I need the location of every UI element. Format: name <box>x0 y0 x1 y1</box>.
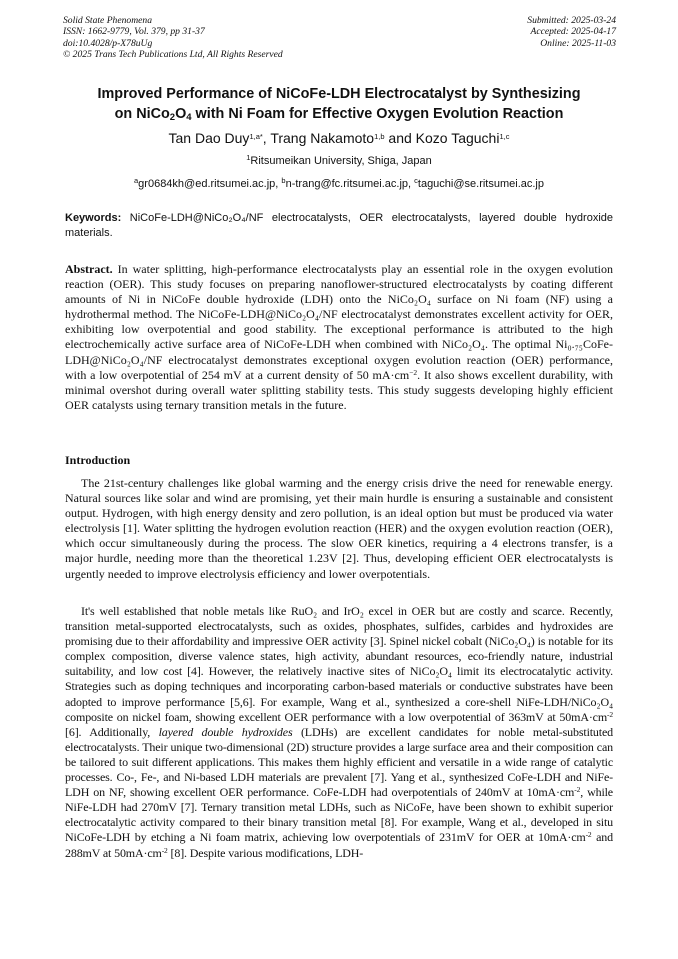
author-emails: $^a$gr0684kh@ed.ritsumei.ac.jp, $^b$n-trang@fc.ritsumei.ac.jp, $^c$taguchi@se.ritsumei.ac.jp <box>134 176 544 190</box>
author-1: Tan Dao Duy <box>168 130 250 146</box>
issn-volume: ISSN: 1662-9779, Vol. 379, pp 31-37 <box>63 26 205 38</box>
emphasis-ldh: layered double hydroxides <box>158 724 293 739</box>
section-heading-introduction: Introduction <box>65 453 131 467</box>
author-list: Tan Dao Duy$^{1,a*}$, Trang Nakamoto$^{1,b}$ and Kozo Taguchi$^{1,c}$ <box>168 130 510 146</box>
title-line-1: Improved Performance of NiCoFe-LDH Electrocatalyst by Synthesizing <box>97 86 581 102</box>
author-2-mark: 1,b <box>374 132 385 141</box>
title-line-2: on $NiCo_2O_4$ with Ni Foam for Effective Oxygen Evolution Reaction <box>114 106 564 123</box>
intro-paragraph-2: It's well established that noble metals like RuO₂ and IrO₂ excel in OER but are costly and scarce. Recently, transition metal-supported electrocatalysts, such as oxides, phosphates, sulfides, carbides and hydroxides are promising due to their affordability and impressive OER activity [3]. Spinel nickel cobalt (NiCo₂O₄) is notable for its complex composition, diverse valence states, high activity, abundant resources, eco-friendly nature, industrial suitability, and low cost [4]. However, the relatively inactive sites of NiCo₂O₄ limit its electrocatalytic activity. Strategies such as doping techniques and incorporating carbon-based materials or conductive substrates have been adopted to improve performance [5,6]. For example, Wang et al., synthesized a core-shell NiFe-LDH/NiCo₂O₄ composite on nickel foam, showing excellent OER performance with a low overpotential of 363mV at $50mA\cdot cm^{-2}$ [6]. Additionally, layered double hydroxides (LDHs) are excellent candidates for noble metal-substituted electrocatalysts. Their unique two-dimensional (2D) structure provides a large surface area and their composition can be tailored to suit different applications. This makes them highly efficient and versatile in a wide range of catalytic processes. Co-, Fe-, and Ni-based LDH materials are prevalent [7]. Yang et al., synthesized CoFe-LDH and NiFe-LDH on NF, showing excellent OER performance. CoFe-LDH had overpotentials of 240mV at $10mA\cdot cm^{-2}$, while NiFe-LDH had 270mV [7]. Ternary transition metal LDHs, such as NiCoFe, have been shown to exhibit superior electrocatalytic activity compared to their binary transition metal [8]. For example, Wang et al., developed in situ NiCoFe-LDH by etching a Ni foam matrix, achieving low overpotentials of 231mV for OER at $10mA\cdot cm^{-2}$ and 288mV at $50mA\cdot cm^{-2}$ [8]. Despite various modifications, LDH- <box>65 604 613 860</box>
abstract-label: Abstract. <box>65 262 113 276</box>
keywords <box>65 211 613 240</box>
keywords-text: NiCoFe-LDH@NiCo₂O₄/NF electrocatalysts, OER electrocatalysts, layered double hydroxide materials. <box>65 212 613 239</box>
author-3: Kozo Taguchi <box>415 130 500 146</box>
journal-dates-right <box>527 15 616 49</box>
email-b[interactable]: n-trang@fc.ritsumei.ac.jp, <box>285 178 415 190</box>
email-a[interactable]: gr0684kh@ed.ritsumei.ac.jp, <box>138 178 282 190</box>
author-1-mark: 1,a* <box>249 132 263 141</box>
abstract: Abstract. In water splitting, high-performance electrocatalysts play an essential role in the oxygen evolution reaction (OER). This study focuses on preparing nanoflower-structured electrocatalysts by coating different amounts of Ni in NiCoFe double hydroxide (LDH) onto the NiCo₂O₄ surface on Ni foam (NF) using a hydrothermal method. The NiCoFe-LDH@NiCo₂O₄/NF electrocatalyst demonstrates excellent activity for OER, exhibiting low overpotential and good stability. The exceptional performance is attributed to the high electrochemically active surface area of NiCoFe-LDH when combined with NiCo₂O₄. The optimal Ni₀.₇₅CoFe-LDH@NiCo₂O₄/NF electrocatalyst demonstrates exceptional oxygen evolution reaction (OER) performance, with a low overpotential of 254 mV at a current density of 50 $mA\cdot cm^{-2}$. It also shows excellent durability, with minimal overshot during overall water splitting stability tests. This study suggests developing highly efficient OER catalysts using ternary transition metals in the future. <box>65 262 613 412</box>
accepted-date: Accepted: 2025-04-17 <box>530 26 616 38</box>
author-3-mark: 1,c <box>499 132 510 141</box>
journal-info-left <box>63 15 283 61</box>
affiliation: $^1$Ritsumeikan University, Shiga, Japan <box>246 153 432 167</box>
author-2: Trang Nakamoto <box>270 130 375 146</box>
journal-name: Solid State Phenomena <box>63 15 152 26</box>
email-c[interactable]: taguchi@se.ritsumei.ac.jp <box>417 178 544 190</box>
doi[interactable]: doi:10.4028/p-X78uUg <box>63 37 153 49</box>
online-date: Online: 2025-11-03 <box>540 37 616 49</box>
paper-title <box>40 84 638 124</box>
copyright: © 2025 Trans Tech Publications Ltd, All Rights Reserved <box>63 49 283 61</box>
submitted-date: Submitted: 2025-03-24 <box>527 15 616 26</box>
intro-paragraph-1: The 21st-century challenges like global warming and the energy crisis drive the need for renewable energy. Natural sources like solar and wind are promising, yet their main hurdle is ensuring a sustainable and consistent output. Hydrogen, with high energy density and zero pollution, is an ideal option but must be produced via water electrolysis [1]. Water splitting the hydrogen evolution reaction (HER) and the oxygen evolution reaction (OER), which occur simultaneously during the process. The slow OER kinetics, requiring a 4 electrons transfer, is a major hurdle, needing more than the theoretical 1.23V [2]. Thus, developing efficient OER electrocatalysts is urgently needed to improve electrolysis efficiency and lower overpotentials. <box>65 476 613 581</box>
keywords-label: Keywords: <box>65 212 122 224</box>
